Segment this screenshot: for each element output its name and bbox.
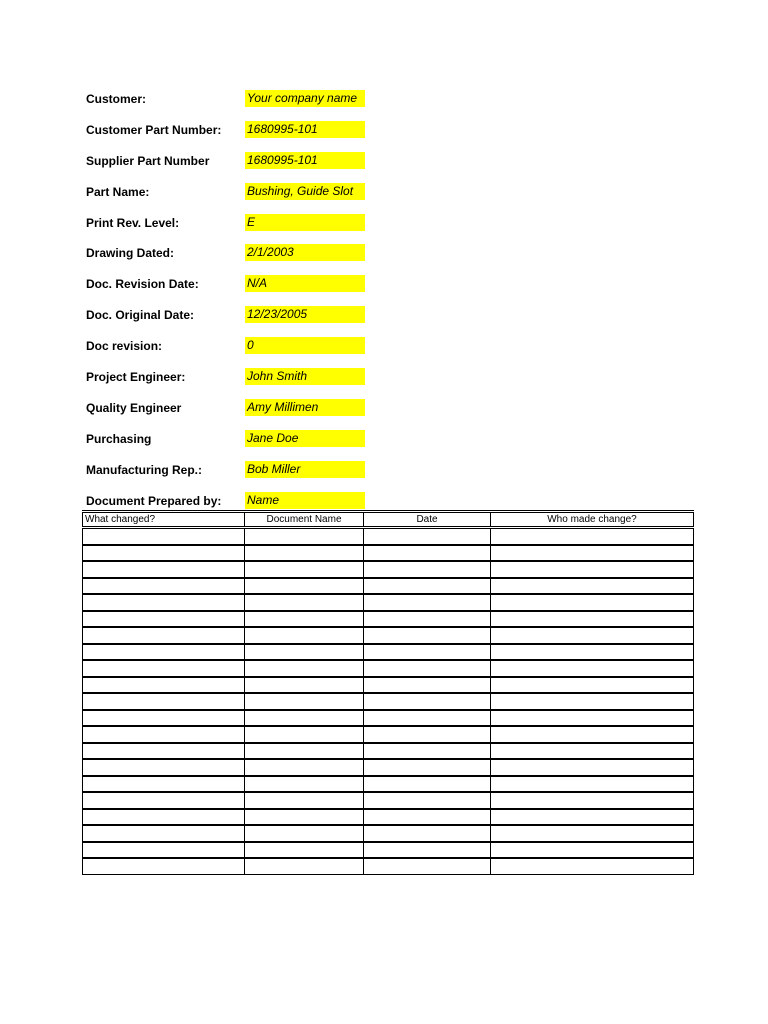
table-row: [83, 825, 694, 842]
table-cell[interactable]: [245, 677, 364, 694]
field-value-part-name: Bushing, Guide Slot: [245, 183, 365, 200]
table-row: [83, 545, 694, 562]
table-cell[interactable]: [245, 545, 364, 562]
table-cell[interactable]: [83, 825, 245, 842]
table-cell[interactable]: [245, 842, 364, 859]
table-cell[interactable]: [491, 825, 694, 842]
table-cell[interactable]: [245, 809, 364, 826]
field-label: Doc. Revision Date:: [86, 277, 199, 291]
table-cell[interactable]: [491, 611, 694, 628]
field-label: Purchasing: [86, 432, 152, 446]
field-row-customer-part-number: [0, 121, 768, 139]
table-row: [83, 677, 694, 694]
table-cell[interactable]: [491, 693, 694, 710]
table-cell[interactable]: [364, 578, 491, 595]
table-cell[interactable]: [364, 644, 491, 661]
field-value-supplier-part-number: 1680995-101: [245, 152, 365, 169]
table-row: [83, 858, 694, 874]
table-row: [83, 660, 694, 677]
table-cell[interactable]: [83, 660, 245, 677]
field-label: Supplier Part Number: [86, 154, 210, 168]
field-value-drawing-dated: 2/1/2003: [245, 244, 365, 261]
table-cell[interactable]: [83, 842, 245, 859]
table-cell[interactable]: [245, 743, 364, 760]
field-label: Part Name:: [86, 185, 150, 199]
table-cell[interactable]: [364, 710, 491, 727]
table-cell[interactable]: [491, 792, 694, 809]
field-row-doc-original-date: [0, 306, 768, 324]
table-cell[interactable]: [245, 710, 364, 727]
field-value-quality-engineer: Amy Millimen: [245, 399, 365, 416]
field-value-purchasing: Jane Doe: [245, 430, 365, 447]
field-row-doc-revision-date: [0, 275, 768, 293]
field-value-doc-original-date: 12/23/2005: [245, 306, 365, 323]
field-value-customer-part-number: 1680995-101: [245, 121, 365, 138]
table-cell[interactable]: [491, 677, 694, 694]
table-cell[interactable]: [83, 743, 245, 760]
table-cell[interactable]: [491, 842, 694, 859]
field-label: Print Rev. Level:: [86, 216, 180, 230]
field-row-customer: [0, 90, 768, 108]
table-cell[interactable]: [83, 644, 245, 661]
table-cell[interactable]: [364, 528, 491, 545]
table-cell[interactable]: [245, 627, 364, 644]
table-cell[interactable]: [364, 842, 491, 859]
table-cell[interactable]: [83, 809, 245, 826]
table-row: [83, 561, 694, 578]
table-cell[interactable]: [364, 660, 491, 677]
field-label: Doc. Original Date:: [86, 308, 195, 322]
field-label: Customer:: [86, 92, 147, 106]
table-cell[interactable]: [245, 693, 364, 710]
table-cell[interactable]: [364, 792, 491, 809]
field-row-doc-revision: [0, 337, 768, 355]
field-label: Drawing Dated:: [86, 246, 175, 260]
table-cell[interactable]: [245, 528, 364, 545]
field-label: Doc revision:: [86, 339, 163, 353]
table-row: [83, 644, 694, 661]
table-cell[interactable]: [245, 792, 364, 809]
field-row-print-rev-level: [0, 214, 768, 232]
field-value-document-prepared-by: Name: [245, 492, 365, 509]
table-cell[interactable]: [364, 693, 491, 710]
field-row-supplier-part-number: [0, 152, 768, 170]
table-cell[interactable]: [245, 594, 364, 611]
table-cell[interactable]: [83, 792, 245, 809]
field-label: Document Prepared by:: [86, 494, 222, 508]
table-cell[interactable]: [83, 627, 245, 644]
field-row-purchasing: [0, 430, 768, 448]
table-cell[interactable]: [491, 759, 694, 776]
table-cell[interactable]: [364, 677, 491, 694]
column-header-document-name: Document Name: [245, 512, 364, 528]
field-value-doc-revision-date: N/A: [245, 275, 365, 292]
table-cell[interactable]: [364, 776, 491, 793]
table-cell[interactable]: [83, 528, 245, 545]
table-row: [83, 528, 694, 545]
field-label: Quality Engineer: [86, 401, 182, 415]
table-cell[interactable]: [245, 561, 364, 578]
table-row: [83, 710, 694, 727]
table-cell[interactable]: [491, 743, 694, 760]
column-header-what-changed: What changed?: [83, 512, 245, 528]
field-value-manufacturing-rep: Bob Miller: [245, 461, 365, 478]
table-cell[interactable]: [83, 759, 245, 776]
table-cell[interactable]: [83, 693, 245, 710]
table-cell[interactable]: [491, 545, 694, 562]
field-row-manufacturing-rep: [0, 461, 768, 479]
table-cell[interactable]: [491, 627, 694, 644]
field-value-customer: Your company name: [245, 90, 365, 107]
table-cell[interactable]: [364, 743, 491, 760]
table-cell[interactable]: [364, 594, 491, 611]
table-cell[interactable]: [245, 825, 364, 842]
table-cell[interactable]: [245, 611, 364, 628]
table-row: [83, 611, 694, 628]
field-row-part-name: [0, 183, 768, 201]
field-row-document-prepared-by: [0, 492, 768, 510]
table-cell[interactable]: [245, 578, 364, 595]
table-cell[interactable]: [491, 660, 694, 677]
field-label: Project Engineer:: [86, 370, 186, 384]
table-row: [83, 776, 694, 793]
column-header-who-made-change: Who made change?: [491, 512, 694, 528]
table-cell[interactable]: [83, 561, 245, 578]
table-cell[interactable]: [364, 561, 491, 578]
table-cell[interactable]: [491, 561, 694, 578]
table-cell[interactable]: [364, 545, 491, 562]
table-cell[interactable]: [491, 809, 694, 826]
table-cell[interactable]: [83, 578, 245, 595]
table-row: [83, 792, 694, 809]
table-cell[interactable]: [491, 858, 694, 874]
field-row-quality-engineer: [0, 399, 768, 417]
table-cell[interactable]: [83, 594, 245, 611]
table-cell[interactable]: [245, 858, 364, 874]
table-cell[interactable]: [245, 776, 364, 793]
field-row-drawing-dated: [0, 244, 768, 262]
table-cell[interactable]: [245, 726, 364, 743]
table-cell[interactable]: [83, 858, 245, 874]
table-cell[interactable]: [83, 611, 245, 628]
table-row: [83, 809, 694, 826]
field-value-project-engineer: John Smith: [245, 368, 365, 385]
field-label: Customer Part Number:: [86, 123, 222, 137]
table-cell[interactable]: [491, 644, 694, 661]
table-row: [83, 726, 694, 743]
table-cell[interactable]: [364, 858, 491, 874]
change-log-body: [83, 528, 694, 875]
column-header-date: Date: [364, 512, 491, 528]
table-cell[interactable]: [364, 627, 491, 644]
table-row: [83, 627, 694, 644]
table-row: [83, 759, 694, 776]
table-cell[interactable]: [83, 776, 245, 793]
table-cell[interactable]: [491, 776, 694, 793]
table-cell[interactable]: [364, 611, 491, 628]
table-cell[interactable]: [491, 528, 694, 545]
table-cell[interactable]: [245, 644, 364, 661]
table-row: [83, 743, 694, 760]
table-cell[interactable]: [245, 759, 364, 776]
table-cell[interactable]: [491, 578, 694, 595]
field-row-project-engineer: [0, 368, 768, 386]
table-cell[interactable]: [491, 710, 694, 727]
table-row: [83, 594, 694, 611]
table-row: [83, 842, 694, 859]
change-log-header-row: [83, 512, 694, 528]
table-cell[interactable]: [83, 677, 245, 694]
change-log-table: [82, 510, 694, 875]
table-cell[interactable]: [364, 825, 491, 842]
table-cell[interactable]: [491, 726, 694, 743]
table-cell[interactable]: [83, 726, 245, 743]
table-cell[interactable]: [491, 594, 694, 611]
table-cell[interactable]: [83, 545, 245, 562]
table-cell[interactable]: [364, 726, 491, 743]
field-label: Manufacturing Rep.:: [86, 463, 202, 477]
table-row: [83, 693, 694, 710]
table-cell[interactable]: [83, 710, 245, 727]
table-cell[interactable]: [364, 809, 491, 826]
table-row: [83, 578, 694, 595]
field-value-doc-revision: 0: [245, 337, 365, 354]
table-cell[interactable]: [364, 759, 491, 776]
field-value-print-rev-level: E: [245, 214, 365, 231]
table-cell[interactable]: [245, 660, 364, 677]
